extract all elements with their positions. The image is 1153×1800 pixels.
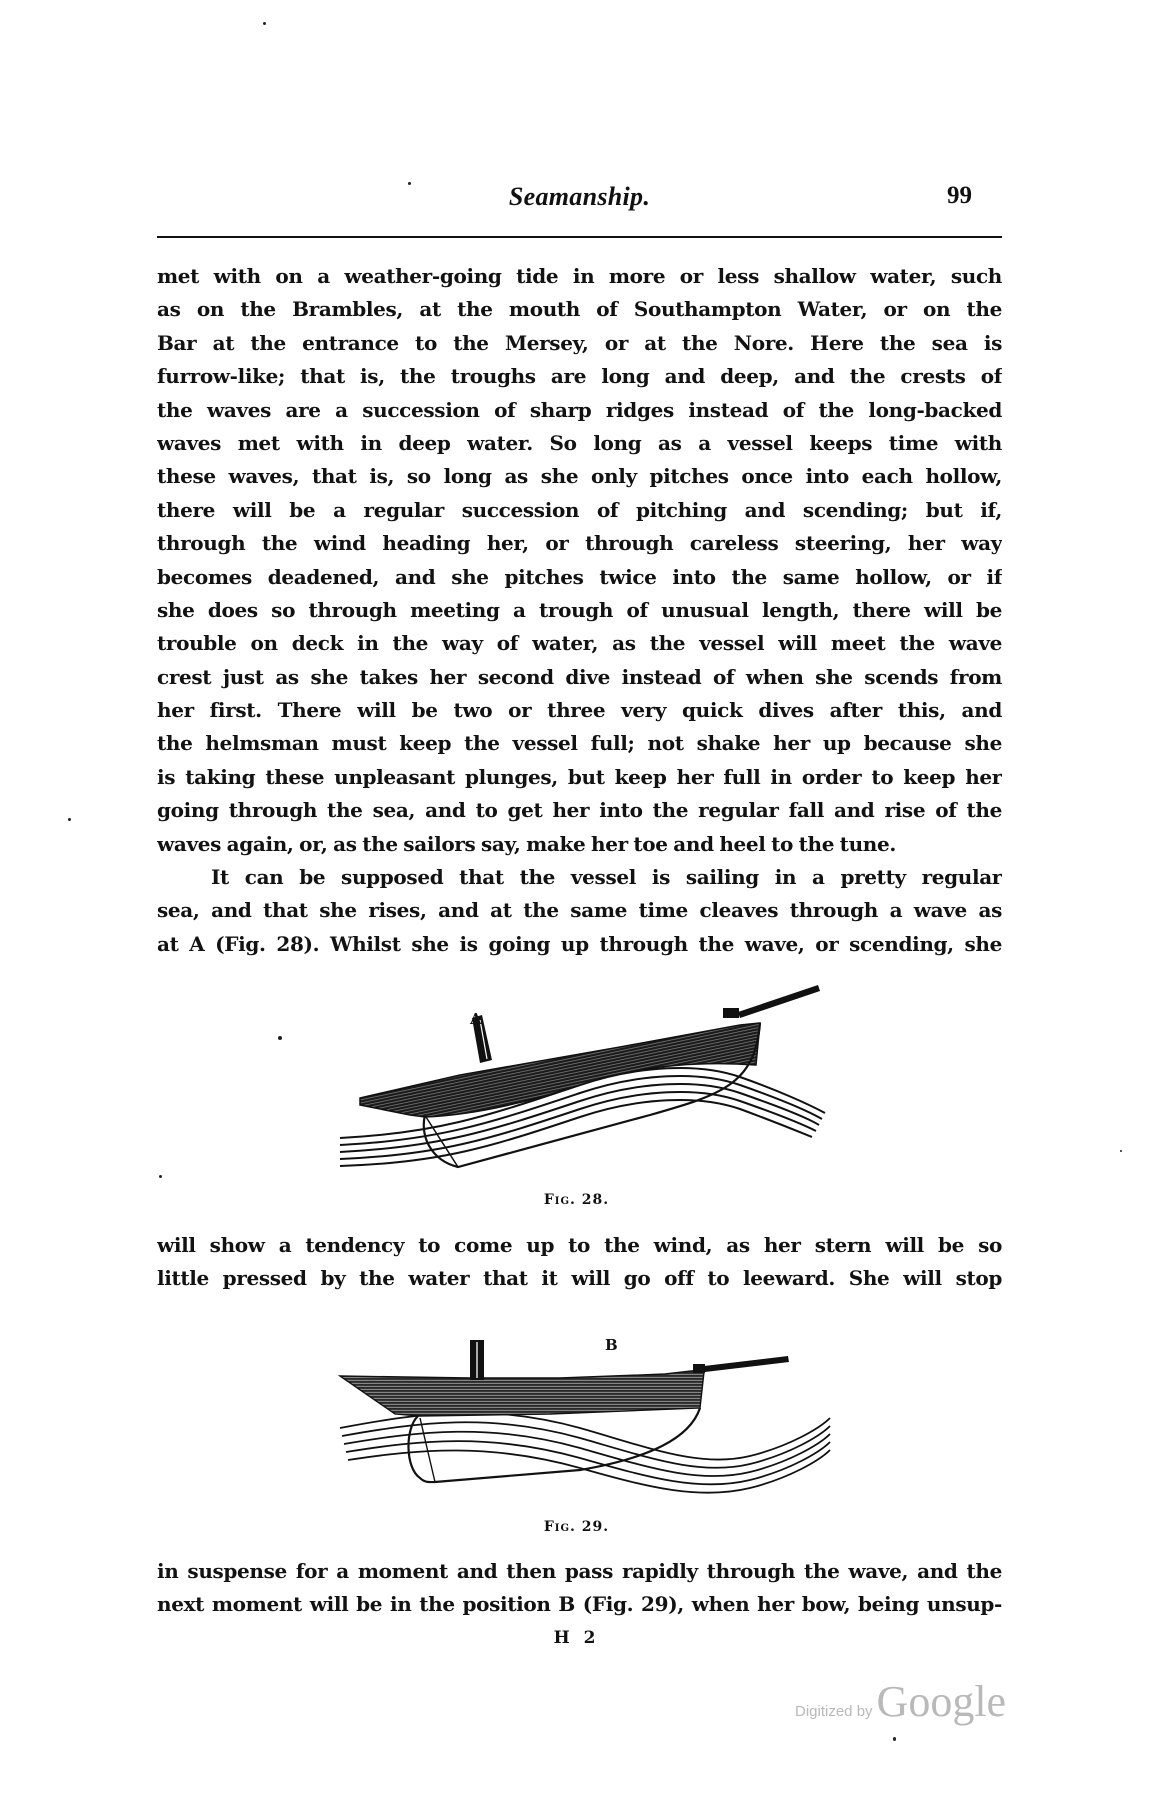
- text-line: at A (Fig. 28). Whilst she is going up through the wave, or scending, she: [157, 931, 1002, 956]
- text-line: her first. There will be two or three very quick dives after this, and: [157, 698, 1002, 723]
- text-line: sea, and that she rises, and at the same time cleaves through a wave as: [157, 898, 1002, 923]
- figure-29-label: B: [605, 1336, 618, 1354]
- text-line: waves again, or, as the sailors say, make her toe and heel to the tune.: [157, 831, 896, 856]
- text-line: she does so through meeting a trough of unusual length, there will be: [157, 597, 1002, 622]
- scan-speck: [278, 1036, 282, 1040]
- text-line: in suspense for a moment and then pass rapidly through the wave, and the: [157, 1559, 1002, 1583]
- signature-mark: H 2: [553, 1628, 600, 1648]
- page-number: 99: [947, 182, 972, 209]
- text-line: as on the Brambles, at the mouth of Southampton Water, or on the: [157, 297, 1002, 322]
- text-line: these waves, that is, so long as she only pitches once into each hollow,: [157, 464, 1002, 489]
- text-line: through the wind heading her, or through careless steering, her way: [157, 531, 1002, 556]
- running-head: [157, 182, 1002, 216]
- text-line: Bar at the entrance to the Mersey, or at the Nore. Here the sea is: [157, 330, 1002, 355]
- scan-speck: [408, 182, 411, 185]
- text-line: the helmsman must keep the vessel full; not shake her up because she: [157, 731, 1002, 756]
- figure-29-caption: Fig. 29.: [543, 1519, 610, 1535]
- text-line: becomes deadened, and she pitches twice into the same hollow, or if: [157, 564, 1002, 589]
- watermark-prefix: Digitized by: [795, 1703, 873, 1720]
- text-line: next moment will be in the position B (Fig. 29), when her bow, being unsup-: [157, 1592, 1002, 1617]
- digitized-by-google-watermark: [795, 1676, 1006, 1727]
- text-line: furrow-like; that is, the troughs are long and deep, and the crests of: [157, 364, 1002, 389]
- scan-speck: [68, 818, 71, 821]
- paragraph-continued-1: [157, 1229, 1002, 1296]
- text-line: waves met with in deep water. So long as a vessel keeps time with: [157, 430, 1002, 455]
- running-head-title: Seamanship.: [508, 182, 651, 211]
- text-line: going through the sea, and to get her into the regular fall and rise of the: [157, 798, 1002, 823]
- text-line: there will be a regular succession of pitching and scending; but if,: [157, 497, 1002, 522]
- text-line: crest just as she takes her second dive instead of when she scends from: [157, 664, 1002, 689]
- google-logo-text: Google: [876, 1677, 1007, 1726]
- figure-28-vessel-scending-illustration: [320, 965, 840, 1175]
- header-rule: [157, 236, 1002, 238]
- text-line: met with on a weather-going tide in more or less shallow water, such: [157, 264, 1002, 288]
- text-line: trouble on deck in the way of water, as the vessel will meet the wave: [157, 631, 1002, 656]
- text-line: little pressed by the water that it will go off to leeward. She will stop: [157, 1266, 1002, 1291]
- figure-28-caption: Fig. 28.: [543, 1192, 610, 1208]
- text-line: is taking these unpleasant plunges, but keep her full in order to keep her: [157, 764, 1002, 789]
- paragraph-continued-2: [157, 1555, 1002, 1622]
- text-line: the waves are a succession of sharp ridges instead of the long-backed: [157, 397, 1002, 422]
- scan-speck: [263, 22, 266, 25]
- figure-28-label: A: [470, 1010, 482, 1028]
- figure-29-vessel-bow-unsupported-illustration: [320, 1318, 850, 1508]
- text-line: It can be supposed that the vessel is sailing in a pretty regular: [211, 865, 1002, 890]
- scan-speck: [1120, 1150, 1122, 1152]
- text-line: will show a tendency to come up to the wind, as her stern will be so: [157, 1233, 1002, 1257]
- scan-speck: [893, 1737, 896, 1741]
- scan-speck: [159, 1175, 162, 1178]
- paragraph-1: [157, 260, 1002, 961]
